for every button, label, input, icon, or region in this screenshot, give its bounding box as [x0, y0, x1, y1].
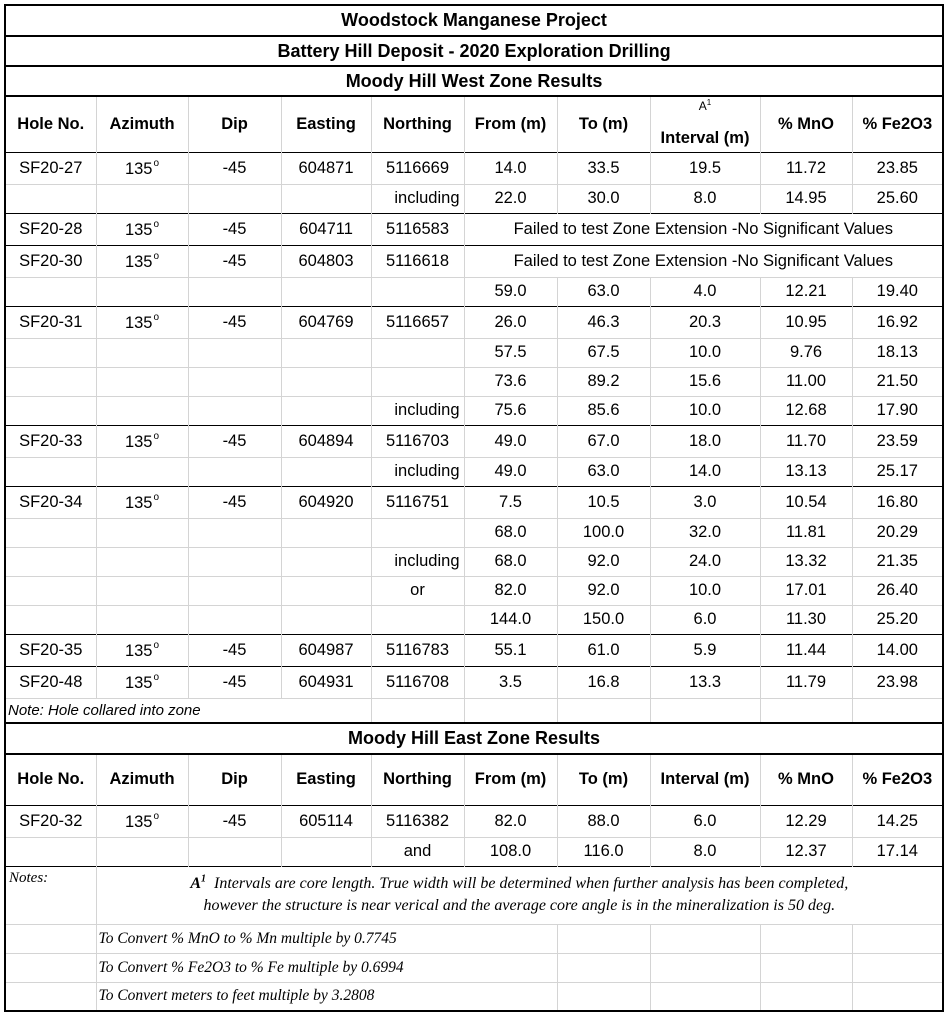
from-value: 73.6: [464, 367, 557, 396]
azimuth-value: [96, 547, 188, 576]
easting-value: [281, 457, 371, 486]
degree-mark: o: [153, 639, 160, 651]
conversion-mno: To Convert % MnO to % Mn multiple by 0.7745: [96, 924, 557, 953]
mno-value: 11.44: [760, 634, 852, 666]
to-value: 89.2: [557, 367, 650, 396]
degree-mark: o: [153, 311, 160, 323]
easting-value: 604803: [281, 245, 371, 277]
to-value: 61.0: [557, 634, 650, 666]
northing-value: 5116669: [371, 152, 464, 184]
dip-value: [188, 518, 281, 547]
fe2o3-value: 16.80: [852, 486, 943, 518]
hole-number: [5, 457, 96, 486]
west-row: [5, 184, 943, 213]
azimuth-value: [96, 367, 188, 396]
interval-value: 8.0: [650, 837, 760, 866]
interval-header-label: Interval (m): [660, 128, 750, 147]
interval-value: 14.0: [650, 457, 760, 486]
mno-value: 9.76: [760, 338, 852, 367]
west-footnote: Note: Hole collared into zone: [5, 698, 371, 723]
easting-value: 604987: [281, 634, 371, 666]
notes-text: [96, 866, 943, 924]
fe2o3-value: 23.59: [852, 425, 943, 457]
east-col-interval-header: Interval (m): [650, 754, 760, 805]
dip-value: -45: [188, 634, 281, 666]
mno-value: 14.95: [760, 184, 852, 213]
hole-number: SF20-31: [5, 306, 96, 338]
fe2o3-value: 17.14: [852, 837, 943, 866]
from-value: 144.0: [464, 605, 557, 634]
northing-value: 5116583: [371, 213, 464, 245]
interval-value: 4.0: [650, 277, 760, 306]
conversion-fe: To Convert % Fe2O3 to % Fe multiple by 0.6994: [96, 953, 557, 982]
mno-value: 13.13: [760, 457, 852, 486]
to-value: 67.5: [557, 338, 650, 367]
conversion-feet: To Convert meters to feet multiple by 3.2808: [96, 982, 557, 1011]
from-value: 55.1: [464, 634, 557, 666]
degree-mark: o: [153, 491, 160, 503]
west-zone-heading: Moody Hill West Zone Results: [5, 66, 943, 96]
northing-value: [371, 605, 464, 634]
col-mno-header: % MnO: [760, 96, 852, 152]
fe2o3-value: 25.17: [852, 457, 943, 486]
notes-row: [5, 866, 943, 924]
azimuth-value: [96, 396, 188, 425]
west-row: [5, 338, 943, 367]
hole-number: [5, 367, 96, 396]
fe2o3-value: 26.40: [852, 576, 943, 605]
from-value: 108.0: [464, 837, 557, 866]
fe2o3-value: 25.60: [852, 184, 943, 213]
hole-number: [5, 837, 96, 866]
hole-number: [5, 547, 96, 576]
azimuth-value: [96, 518, 188, 547]
hole-number: SF20-32: [5, 805, 96, 837]
easting-value: 604711: [281, 213, 371, 245]
hole-number: [5, 396, 96, 425]
easting-value: [281, 605, 371, 634]
northing-value: 5116703: [371, 425, 464, 457]
azimuth-value: 135$^o$: [96, 486, 188, 518]
fe2o3-value: 14.00: [852, 634, 943, 666]
degree-mark: o: [153, 430, 160, 442]
dip-value: [188, 547, 281, 576]
west-header-row: [5, 96, 943, 152]
hole-number: SF20-28: [5, 213, 96, 245]
azimuth-value: 135$^o$: [96, 425, 188, 457]
west-row: [5, 425, 943, 457]
dip-value: [188, 605, 281, 634]
col-interval-header: [650, 96, 760, 152]
northing-value: [371, 518, 464, 547]
fe2o3-value: 14.25: [852, 805, 943, 837]
dip-value: -45: [188, 486, 281, 518]
azimuth-value: 135$^o$: [96, 306, 188, 338]
easting-value: [281, 367, 371, 396]
fe2o3-value: 25.20: [852, 605, 943, 634]
interval-value: 3.0: [650, 486, 760, 518]
mno-value: 10.54: [760, 486, 852, 518]
from-value: 57.5: [464, 338, 557, 367]
dip-value: -45: [188, 666, 281, 698]
from-value: 82.0: [464, 576, 557, 605]
west-row: [5, 245, 943, 277]
northing-value: [371, 277, 464, 306]
col-dip-header: Dip: [188, 96, 281, 152]
to-value: 150.0: [557, 605, 650, 634]
dip-value: [188, 576, 281, 605]
result-note: Failed to test Zone Extension -No Significant Values: [464, 245, 943, 277]
northing-value: 5116382: [371, 805, 464, 837]
azimuth-value: [96, 457, 188, 486]
west-row: [5, 152, 943, 184]
east-row: [5, 805, 943, 837]
col-fe2o3-header: % Fe2O3: [852, 96, 943, 152]
from-value: 59.0: [464, 277, 557, 306]
notes-line-1: Intervals are core length. True width will be determined when further analysis has been completed,: [213, 875, 849, 892]
northing-value: including: [371, 547, 464, 576]
azimuth-value: 135$^o$: [96, 152, 188, 184]
hole-number: SF20-27: [5, 152, 96, 184]
result-note: Failed to test Zone Extension -No Significant Values: [464, 213, 943, 245]
hole-number: SF20-35: [5, 634, 96, 666]
mno-value: 11.79: [760, 666, 852, 698]
easting-value: 604769: [281, 306, 371, 338]
easting-value: [281, 547, 371, 576]
from-value: 49.0: [464, 425, 557, 457]
west-row: [5, 576, 943, 605]
degree-mark: o: [153, 218, 160, 230]
dip-value: [188, 457, 281, 486]
mno-value: 11.30: [760, 605, 852, 634]
fe2o3-value: 21.50: [852, 367, 943, 396]
mno-value: 12.37: [760, 837, 852, 866]
northing-value: and: [371, 837, 464, 866]
east-row: [5, 837, 943, 866]
dip-value: [188, 837, 281, 866]
notes-label: Notes:: [5, 866, 96, 924]
azimuth-value: 135$^o$: [96, 634, 188, 666]
from-value: 68.0: [464, 547, 557, 576]
east-header-row: [5, 754, 943, 805]
northing-value: 5116708: [371, 666, 464, 698]
hole-number: [5, 277, 96, 306]
col-from-header: From (m): [464, 96, 557, 152]
west-row: [5, 306, 943, 338]
easting-value: [281, 576, 371, 605]
mno-value: 12.29: [760, 805, 852, 837]
col-hole-header: Hole No.: [5, 96, 96, 152]
interval-footnote-mark: $A^1$: [698, 98, 712, 113]
interval-value: 6.0: [650, 805, 760, 837]
dip-value: [188, 338, 281, 367]
to-value: 67.0: [557, 425, 650, 457]
dip-value: [188, 367, 281, 396]
to-value: 16.8: [557, 666, 650, 698]
mno-value: 11.70: [760, 425, 852, 457]
fe2o3-value: 21.35: [852, 547, 943, 576]
to-value: 92.0: [557, 547, 650, 576]
azimuth-value: [96, 837, 188, 866]
results-table: [4, 4, 944, 1012]
west-row: [5, 277, 943, 306]
from-value: 7.5: [464, 486, 557, 518]
hole-number: SF20-48: [5, 666, 96, 698]
easting-value: 604894: [281, 425, 371, 457]
to-value: 116.0: [557, 837, 650, 866]
azimuth-value: [96, 338, 188, 367]
dip-value: -45: [188, 805, 281, 837]
hole-number: [5, 605, 96, 634]
west-row: [5, 547, 943, 576]
west-row: [5, 367, 943, 396]
azimuth-value: 135$^o$: [96, 666, 188, 698]
dip-value: -45: [188, 245, 281, 277]
from-value: 26.0: [464, 306, 557, 338]
fe2o3-value: 20.29: [852, 518, 943, 547]
interval-value: 10.0: [650, 576, 760, 605]
mno-value: 13.32: [760, 547, 852, 576]
easting-value: 604871: [281, 152, 371, 184]
to-value: 100.0: [557, 518, 650, 547]
azimuth-value: [96, 576, 188, 605]
interval-value: 18.0: [650, 425, 760, 457]
west-footnote-row: [5, 698, 943, 723]
dip-value: [188, 396, 281, 425]
col-northing-header: Northing: [371, 96, 464, 152]
conversion-row-1: [5, 924, 943, 953]
fe2o3-value: 16.92: [852, 306, 943, 338]
col-to-header: To (m): [557, 96, 650, 152]
to-value: 63.0: [557, 457, 650, 486]
west-row: [5, 486, 943, 518]
easting-value: 604931: [281, 666, 371, 698]
west-row: [5, 213, 943, 245]
to-value: 33.5: [557, 152, 650, 184]
from-value: 22.0: [464, 184, 557, 213]
from-value: 14.0: [464, 152, 557, 184]
to-value: 10.5: [557, 486, 650, 518]
mno-value: 17.01: [760, 576, 852, 605]
east-col-dip-header: Dip: [188, 754, 281, 805]
fe2o3-value: 23.85: [852, 152, 943, 184]
azimuth-value: 135$^o$: [96, 213, 188, 245]
from-value: 3.5: [464, 666, 557, 698]
interval-value: 5.9: [650, 634, 760, 666]
interval-value: 20.3: [650, 306, 760, 338]
hole-number: [5, 518, 96, 547]
interval-value: 24.0: [650, 547, 760, 576]
east-col-to-header: To (m): [557, 754, 650, 805]
east-zone-heading: Moody Hill East Zone Results: [5, 723, 943, 754]
west-row: [5, 457, 943, 486]
hole-number: [5, 338, 96, 367]
northing-value: 5116657: [371, 306, 464, 338]
azimuth-value: [96, 184, 188, 213]
west-row: [5, 605, 943, 634]
from-value: 82.0: [464, 805, 557, 837]
east-col-hole-header: Hole No.: [5, 754, 96, 805]
report-subtitle: Battery Hill Deposit - 2020 Exploration Drilling: [5, 36, 943, 66]
west-row: [5, 518, 943, 547]
northing-value: 5116618: [371, 245, 464, 277]
azimuth-value: [96, 277, 188, 306]
easting-value: [281, 277, 371, 306]
northing-value: including: [371, 396, 464, 425]
conversion-row-2: [5, 953, 943, 982]
to-value: 85.6: [557, 396, 650, 425]
fe2o3-value: 18.13: [852, 338, 943, 367]
mno-value: 12.21: [760, 277, 852, 306]
dip-value: -45: [188, 213, 281, 245]
notes-footnote-mark: $A^1$: [190, 873, 206, 892]
report-title: Woodstock Manganese Project: [5, 5, 943, 36]
west-row: [5, 634, 943, 666]
dip-value: -45: [188, 152, 281, 184]
interval-value: 10.0: [650, 338, 760, 367]
dip-value: -45: [188, 306, 281, 338]
interval-value: 32.0: [650, 518, 760, 547]
dip-value: [188, 277, 281, 306]
mno-value: 10.95: [760, 306, 852, 338]
easting-value: [281, 338, 371, 367]
azimuth-value: 135$^o$: [96, 245, 188, 277]
northing-value: [371, 367, 464, 396]
northing-value: 5116783: [371, 634, 464, 666]
east-col-fe2o3-header: % Fe2O3: [852, 754, 943, 805]
interval-value: 6.0: [650, 605, 760, 634]
hole-number: SF20-34: [5, 486, 96, 518]
east-col-from-header: From (m): [464, 754, 557, 805]
from-value: 68.0: [464, 518, 557, 547]
easting-value: [281, 396, 371, 425]
degree-mark: o: [153, 671, 160, 683]
col-easting-header: Easting: [281, 96, 371, 152]
easting-value: [281, 837, 371, 866]
northing-value: including: [371, 184, 464, 213]
hole-number: SF20-33: [5, 425, 96, 457]
conversion-row-3: [5, 982, 943, 1011]
west-zone-rows: [5, 152, 943, 698]
fe2o3-value: 23.98: [852, 666, 943, 698]
mno-value: 11.81: [760, 518, 852, 547]
hole-number: SF20-30: [5, 245, 96, 277]
northing-value: 5116751: [371, 486, 464, 518]
west-row: [5, 666, 943, 698]
to-value: 92.0: [557, 576, 650, 605]
fe2o3-value: 19.40: [852, 277, 943, 306]
interval-value: 19.5: [650, 152, 760, 184]
fe2o3-value: 17.90: [852, 396, 943, 425]
east-col-northing-header: Northing: [371, 754, 464, 805]
interval-value: 13.3: [650, 666, 760, 698]
interval-value: 8.0: [650, 184, 760, 213]
mno-value: 11.72: [760, 152, 852, 184]
northing-value: [371, 338, 464, 367]
from-value: 49.0: [464, 457, 557, 486]
east-col-easting-header: Easting: [281, 754, 371, 805]
degree-mark: o: [153, 810, 160, 822]
easting-value: [281, 518, 371, 547]
east-col-azimuth-header: Azimuth: [96, 754, 188, 805]
azimuth-value: 135$^o$: [96, 805, 188, 837]
east-zone-rows: [5, 805, 943, 866]
dip-value: -45: [188, 425, 281, 457]
to-value: 30.0: [557, 184, 650, 213]
notes-line-2: however the structure is near verical and the average core angle is in the mineralization is 50 deg.: [203, 897, 836, 914]
mno-value: 12.68: [760, 396, 852, 425]
hole-number: [5, 576, 96, 605]
to-value: 46.3: [557, 306, 650, 338]
interval-value: 15.6: [650, 367, 760, 396]
from-value: 75.6: [464, 396, 557, 425]
col-azimuth-header: Azimuth: [96, 96, 188, 152]
northing-value: including: [371, 457, 464, 486]
west-row: [5, 396, 943, 425]
azimuth-value: [96, 605, 188, 634]
degree-mark: o: [153, 250, 160, 262]
mno-value: 11.00: [760, 367, 852, 396]
dip-value: [188, 184, 281, 213]
to-value: 88.0: [557, 805, 650, 837]
northing-value: or: [371, 576, 464, 605]
easting-value: 605114: [281, 805, 371, 837]
easting-value: 604920: [281, 486, 371, 518]
easting-value: [281, 184, 371, 213]
hole-number: [5, 184, 96, 213]
to-value: 63.0: [557, 277, 650, 306]
interval-value: 10.0: [650, 396, 760, 425]
degree-mark: o: [153, 157, 160, 169]
east-col-mno-header: % MnO: [760, 754, 852, 805]
